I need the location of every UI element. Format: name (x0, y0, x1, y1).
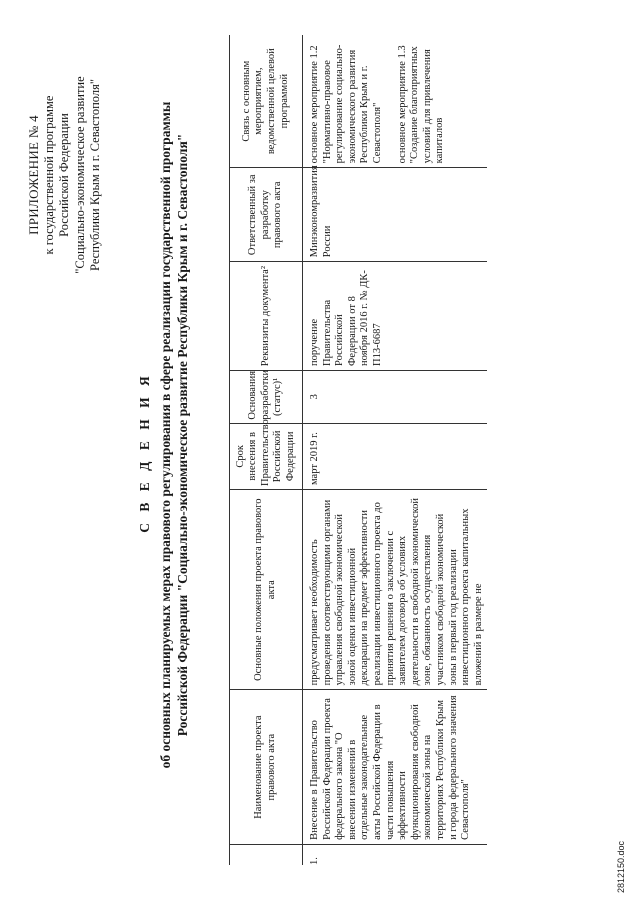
row-link (303, 35, 488, 168)
header-requisites: Реквизиты документа² (230, 262, 303, 371)
document-title: С В Е Д Е Н И Я (137, 372, 152, 533)
row-requisites: поручение Правительства Российской Федерации от 8 ноября 2016 г. № ДК-П13-6687 (303, 262, 488, 371)
header-responsible: Ответственный за разработку правового акта (230, 168, 303, 262)
header-deadline: Срок внесения в Правительство Российской Федерации (230, 423, 303, 489)
header-num (230, 844, 303, 865)
appendix-line: Республики Крым и г. Севастополя" (88, 79, 102, 271)
row-basis: 3 (303, 370, 488, 423)
appendix-line: Российской Федерации (57, 113, 71, 237)
table-row (303, 35, 488, 865)
header-basis: Основания разработки (статус)¹ (230, 370, 303, 423)
row-link-item: основное мероприятие 1.3 "Создание благоприятных условий для привлечения капиталов (396, 45, 446, 164)
row-responsible: Минэкономразвития России (303, 168, 488, 262)
row-deadline: март 2019 г. (303, 423, 488, 489)
subtitle-line: Российской Федерации "Социально-экономическое развитие Республики Крым и г. Севастополя" (174, 133, 190, 737)
appendix-heading: ПРИЛОЖЕНИЕ № 4 (26, 115, 41, 235)
doc-id: 2812150.doc (616, 840, 626, 893)
measures-table (229, 35, 487, 865)
row-name: Внесение в Правительство Российской Федерации проекта федерального закона "О внесении изменений в отдельные законодательные акты Российской Федерации в части повышения эффективности функционирования свободной экономической зоны на территориях Республики Крым и города федерального значения Севастополя" (303, 690, 488, 845)
table-header-row (230, 35, 303, 865)
header-name: Наименование проекта правового акта (230, 690, 303, 845)
appendix-block (26, 45, 104, 305)
header-provisions: Основные положения проекта правового акта (230, 490, 303, 690)
header-link: Связь с основным мероприятием, ведомственной целевой программой (230, 35, 303, 168)
row-provisions: предусматривает необходимость проведения соответствующими органами управления свободной экономической зоной оценки инвестиционной декларации на предмет эффективности реализации инвестиционного проекта до принятия решения о заключении с заявителем договора об условиях деятельности в свободной экономической зоне, обязанность осуществления участником свободной экономической зоны в первый год реализации инвестиционного проекта капитальных вложений в размере не (303, 490, 488, 690)
appendix-line: "Социально-экономическое развитие (72, 76, 87, 274)
row-number: 1. (309, 857, 320, 865)
row-link-item: основное мероприятие 1.2 "Нормативно-правовое регулирование социально-экономического развития Республики Крым и г. Севастополя" (309, 44, 383, 164)
document-subtitle (158, 45, 191, 825)
subtitle-line: об основных планируемых мерах правового регулирования в сфере реализации государственной программы (158, 101, 173, 769)
appendix-line: к государственной программе (41, 95, 56, 255)
